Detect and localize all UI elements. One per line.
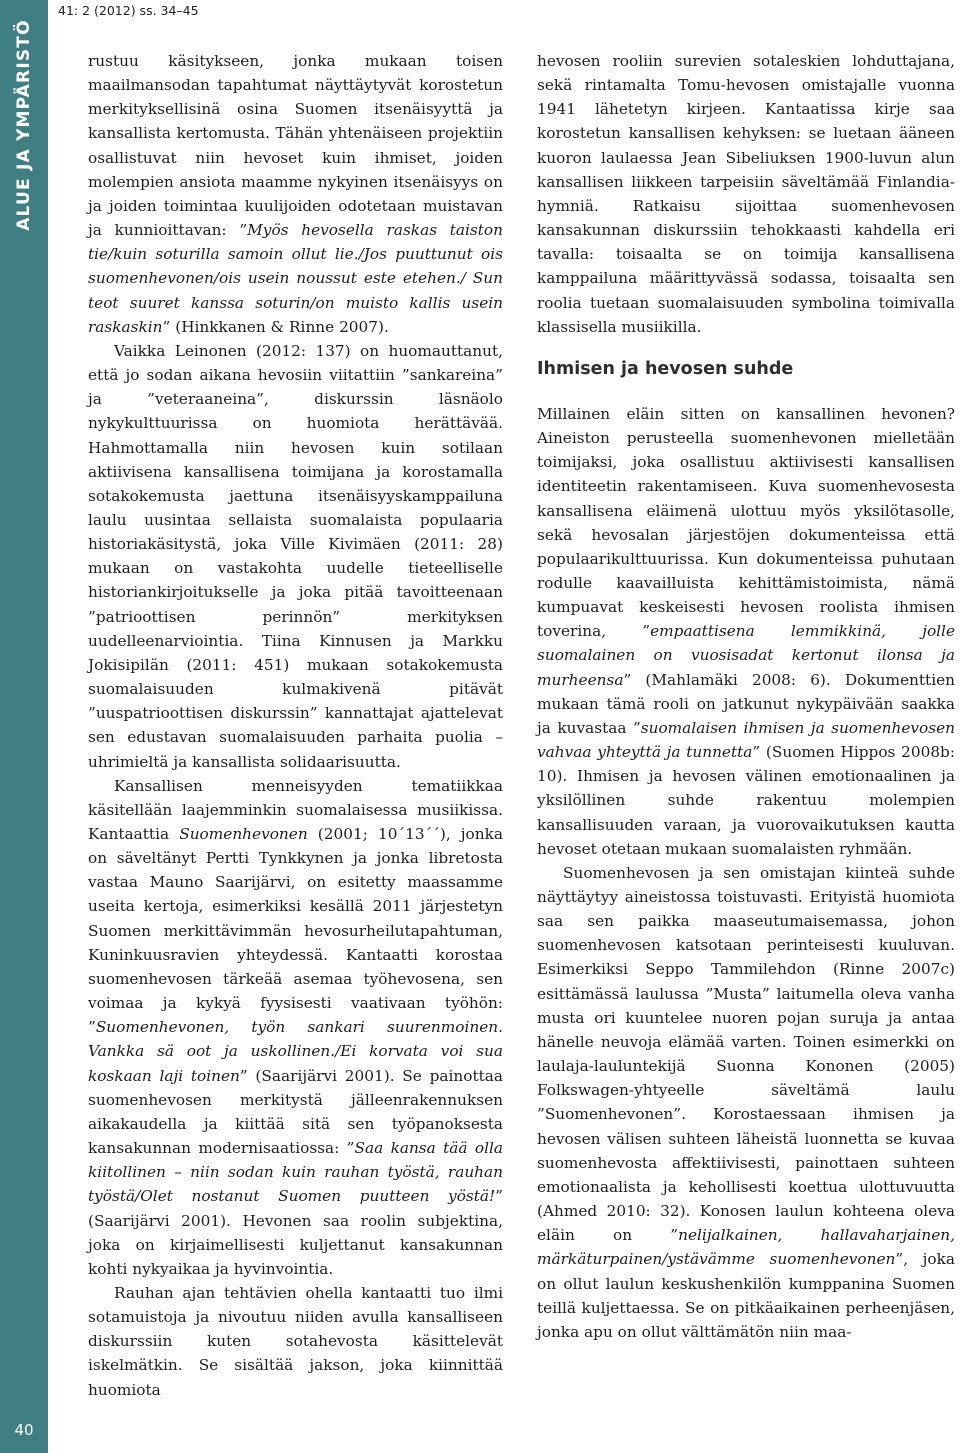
paragraph: hevosen rooliin surevien sotaleskien lohduttajana, sekä rintamalta Tomu-hevosen omistajalle vuonna 1941 lähetetyn kirjeen. Kantaatissa kirje saa korostetun kansallisen kehyksen: se luetaan ääneen kuoron laulaessa Jean Sibeliuksen 1900-luvun alun kansallisen liikkeen tarpeisiin säveltämää Finlandia-hymniä. Ratkaisu sijoittaa suomenhevosen kansakunnan diskurssiin tehokkaasti kahdella eri tavalla: toisaalta se on toimija kansallisena kamppailuna määrittyvässä sodassa, toisaalta sen roolia tuetaan suomalaisuuden symbolina toimivalla klassisella musiikilla.	[537, 52, 955, 336]
text-run: (2001; 10´13´´), jonka on säveltänyt Pertti Tynkkynen ja jonka libretosta vastaa Mauno Saarijärvi, on esitetty maassamme useita kertoja, esimerkiksi kesällä 2011 järjestetyn Suomen merkittävimmän hevosurheilutapahtuman, Kuninkuusravien yhteydessä. Kantaatti korostaa suomenhevosen tärkeää asemaa työhevosena, sen voimaa ja kykyä fyysisesti vaativaan työhön: ”	[88, 825, 503, 1037]
text-run: Kansallisen menneisyyden tematiikkaa käsitellään laajemminkin suomalaisessa musiikissa. Kantaattia	[88, 776, 503, 843]
journal-name: ALUE JA YMPÄRISTÖ	[14, 19, 35, 231]
journal-name-wrap	[0, 0, 48, 250]
left-column	[88, 49, 503, 1402]
text-run: ” (Hinkkanen & Rinne 2007).	[162, 317, 389, 336]
sidebar-band	[0, 0, 48, 1453]
text-run: ”, joka on ollut laulun keskushenkilön kumppanina Suomen teillä kuljettaessa. Se on pitkäaikainen perheenjäsen, jonka apu on ollut välttämätön niin maa-	[537, 1250, 955, 1341]
paragraph: Rauhan ajan tehtävien ohella kantaatti tuo ilmi sotamuistoja ja nivoutuu niiden avulla kansalliseen diskurssiin kuten sotahevosta käsittelevät iskelmätkin. Se sisältää jakson, joka kiinnittää huomiota	[88, 1283, 503, 1399]
right-column	[537, 49, 955, 1344]
quote-run: nelijalkainen, hallavaharjainen, märkäturpainen/ystävämme suomenhevonen	[537, 1226, 955, 1269]
paragraph	[537, 402, 955, 861]
text-run: ” (Saarijärvi 2001). Hevonen saa roolin subjektina, joka on kirjaimellisesti kuljettanut kansakunnan kohti nykyaikaa ja hyvinvointia.	[88, 1187, 503, 1278]
text-run: Millainen eläin sitten on kansallinen hevonen? Aineiston perusteella suomenhevonen mielletään toimijaksi, joka osallistuu aktiivisesti kansallisen identiteetin rakentamiseen. Kuva suomenhevosesta kansallisena eläimenä ulottuu myös yksilötasolle, sekä hevosalan järjestöjen dokumenteissa että populaarikulttuurissa. Kun dokumenteissa puhutaan rodulle kaavailluista kehittämistoimista, nämä kumpuavat keskeisesti hevosen roolista ihmisen toverina, ”	[537, 404, 955, 641]
issue-info: 41: 2 (2012) ss. 34–45	[58, 3, 199, 18]
section-heading: Ihmisen ja hevosen suhde	[537, 358, 794, 379]
text-run: Suomenhevosen ja sen omistajan kiinteä suhde näyttäytyy aineistossa toistuvasti. Erityistä huomiota saa sen paikka maaseutumaisemassa, johon suomenhevosen katsotaan perinteisesti kuuluvan. Esimerkiksi Seppo Tammilehdon (Rinne 2007c) esittämässä laulussa ”Musta” laitumella oleva vanha musta ori kuuntelee nuoren pojan suruja ja antaa hänelle neuvoja elämää varten. Toinen esimerkki on laulaja-lauluntekijä Suonna Kononen (2005) Folkswagen-yhtyeelle säveltämä laulu ”Suomenhevonen”. Korostaessaan ihmisen ja hevosen välisen suhteen läheistä luonnetta se kuvaa suomenhevosta affektiivisesti, painottaen suhteen emotionaalista ja kehollisesti koettua ulottuvuutta (Ahmed 2010: 32). Konosen laulun kohteena oleva eläin on ”	[537, 863, 955, 1245]
page-number: 40	[14, 1421, 34, 1439]
paragraph: Vaikka Leinonen (2012: 137) on huomauttanut, että jo sodan aikana hevosiin viitattiin ”sankareina” ja ”veteraaneina”, diskurssin läsnäolo nykykulttuurissa on huomiota herättävää. Hahmottamalla niin hevosen kuin sotilaan aktiivisena kansallisena toimijana ja korostamalla sotakokemusta jaettuna itsenäisyyskamppailuna laulu uusintaa sellaista suomalaista populaaria historiakäsitystä, joka Ville Kivimäen (2011: 28) mukaan on vastakohta uudelle tieteelliselle historiankirjoitukselle ja joka pitää tavoitteenaan ”patrioottisen perinnön” merkityksen uudelleenarviointia. Tiina Kinnusen ja Markku Jokisipilän (2011: 451) mukaan sotakokemusta suomalaisuuden kulmakivenä pitävät ”uuspatrioottisen diskurssin” kannattajat ajattelevat sen edustavan suomalaisuuden parhaita puolia – uhrimieltä ja kansallista solidaarisuutta.	[88, 341, 503, 771]
text-run: ” (Suomen Hippos 2008b: 10). Ihmisen ja hevosen välinen emotionaalinen ja yksilöllinen suhde rakentuu molempien kansallisuuden varaan, ja vuorovaikutuksen kautta hevoset otetaan mukaan suomalaisten ryhmään.	[537, 743, 955, 858]
quote-run: empaattisena lemmikkinä, jolle suomalainen on vuosisadat kertonut ilonsa ja murheensa	[537, 622, 955, 689]
quote-run: suomalaisen ihmisen ja suomenhevosen vahvaa yhteyttä ja tunnetta	[537, 718, 955, 762]
quote-run: Saa kansa tää olla kiitollinen – niin sodan kuin rauhan työstä, rauhan työstä/Olet nostanut Suomen puutteen yöstä!	[88, 1139, 503, 1206]
text-run: ” (Saarijärvi 2001). Se painottaa suomenhevosen merkitystä jälleenrakennuksen aikakaudella ja kiittää sitä sen työpanoksesta kansakunnan modernisaatiossa: ”	[88, 1066, 503, 1158]
quote-run: Myös hevosella raskas taiston tie/kuin soturilla samoin ollut lie./Jos puuttunut ois suomenhevonen/ois usein noussut este etehen./ Sun teot suuret kanssa soturin/on muisto kallis usein raskaskin	[88, 221, 503, 336]
paragraph	[88, 774, 503, 1281]
paragraph	[88, 49, 503, 339]
paragraph	[537, 861, 955, 1344]
title-run: Suomenhevonen	[179, 825, 308, 843]
text-run: rustuu käsitykseen, jonka mukaan toisen maailmansodan tapahtumat näyttäytyvät korostetun merkityksellisinä osina Suomen itsenäisyyttä ja kansallista kertomusta. Tähän yhtenäiseen projektiin osallistuvat niin hevoset kuin ihmiset, joiden molempien ansiota maamme nykyinen itsenäisyys on ja joiden toimintaa kuulijoiden odotetaan muistavan ja kunnioittavan: ”	[88, 52, 503, 240]
text-run: ” (Mahlamäki 2008: 6). Dokumenttien mukaan tämä rooli on jatkunut nykypäivään saakka ja kuvastaa ”	[537, 670, 955, 737]
quote-run: Suomenhevonen, työn sankari suurenmoinen. Vankka sä oot ja uskollinen./Ei korvata voi sua koskaan laji toinen	[88, 1018, 503, 1085]
